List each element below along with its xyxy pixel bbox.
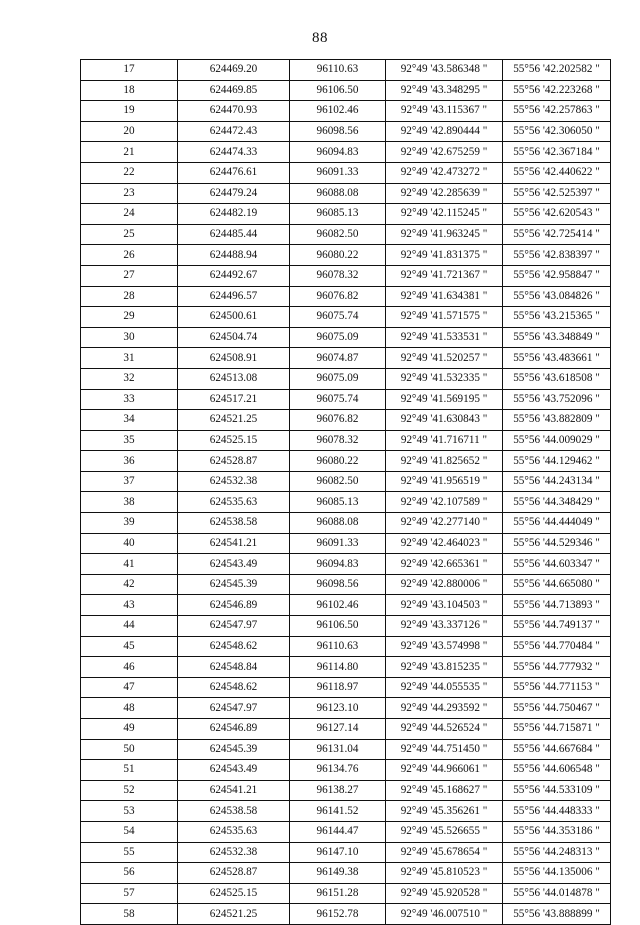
longitude-cell: 92°49 '43.574998 " <box>386 636 503 657</box>
point-number-cell: 55 <box>81 842 178 863</box>
y-coordinate-cell: 96094.83 <box>290 142 386 163</box>
table-row <box>81 698 611 719</box>
latitude-cell: 55°56 '44.667684 " <box>503 739 611 760</box>
x-coordinate-cell: 624548.62 <box>178 636 290 657</box>
longitude-cell: 92°49 '44.526524 " <box>386 719 503 740</box>
y-coordinate-cell: 96123.10 <box>290 698 386 719</box>
longitude-cell: 92°49 '45.168627 " <box>386 780 503 801</box>
table-row <box>81 368 611 389</box>
y-coordinate-cell: 96098.56 <box>290 574 386 595</box>
longitude-cell: 92°49 '42.277140 " <box>386 513 503 534</box>
x-coordinate-cell: 624535.63 <box>178 821 290 842</box>
point-number-cell: 39 <box>81 513 178 534</box>
y-coordinate-cell: 96102.46 <box>290 101 386 122</box>
y-coordinate-cell: 96091.33 <box>290 533 386 554</box>
x-coordinate-cell: 624545.39 <box>178 739 290 760</box>
y-coordinate-cell: 96144.47 <box>290 821 386 842</box>
y-coordinate-cell: 96075.09 <box>290 368 386 389</box>
point-number-cell: 29 <box>81 307 178 328</box>
point-number-cell: 25 <box>81 224 178 245</box>
y-coordinate-cell: 96091.33 <box>290 162 386 183</box>
longitude-cell: 92°49 '41.721367 " <box>386 265 503 286</box>
latitude-cell: 55°56 '44.348429 " <box>503 492 611 513</box>
latitude-cell: 55°56 '42.202582 " <box>503 60 611 81</box>
latitude-cell: 55°56 '43.215365 " <box>503 307 611 328</box>
longitude-cell: 92°49 '41.630843 " <box>386 410 503 431</box>
longitude-cell: 92°49 '42.675259 " <box>386 142 503 163</box>
latitude-cell: 55°56 '43.752096 " <box>503 389 611 410</box>
point-number-cell: 36 <box>81 451 178 472</box>
longitude-cell: 92°49 '44.055535 " <box>386 677 503 698</box>
x-coordinate-cell: 624476.61 <box>178 162 290 183</box>
y-coordinate-cell: 96075.09 <box>290 327 386 348</box>
longitude-cell: 92°49 '42.285639 " <box>386 183 503 204</box>
x-coordinate-cell: 624469.20 <box>178 60 290 81</box>
latitude-cell: 55°56 '43.888899 " <box>503 904 611 925</box>
table-row <box>81 286 611 307</box>
point-number-cell: 37 <box>81 471 178 492</box>
longitude-cell: 92°49 '42.880006 " <box>386 574 503 595</box>
latitude-cell: 55°56 '44.014878 " <box>503 883 611 904</box>
table-row <box>81 121 611 142</box>
x-coordinate-cell: 624521.25 <box>178 410 290 431</box>
latitude-cell: 55°56 '42.223268 " <box>503 80 611 101</box>
table-row <box>81 410 611 431</box>
table-row <box>81 451 611 472</box>
x-coordinate-cell: 624548.84 <box>178 657 290 678</box>
table-row <box>81 471 611 492</box>
longitude-cell: 92°49 '45.810523 " <box>386 863 503 884</box>
table-row <box>81 307 611 328</box>
point-number-cell: 41 <box>81 554 178 575</box>
latitude-cell: 55°56 '42.306050 " <box>503 121 611 142</box>
x-coordinate-cell: 624528.87 <box>178 451 290 472</box>
x-coordinate-cell: 624545.39 <box>178 574 290 595</box>
longitude-cell: 92°49 '43.104503 " <box>386 595 503 616</box>
longitude-cell: 92°49 '45.356261 " <box>386 801 503 822</box>
x-coordinate-cell: 624474.33 <box>178 142 290 163</box>
table-row <box>81 389 611 410</box>
point-number-cell: 28 <box>81 286 178 307</box>
y-coordinate-cell: 96078.32 <box>290 265 386 286</box>
x-coordinate-cell: 624528.87 <box>178 863 290 884</box>
point-number-cell: 57 <box>81 883 178 904</box>
point-number-cell: 45 <box>81 636 178 657</box>
point-number-cell: 48 <box>81 698 178 719</box>
longitude-cell: 92°49 '42.665361 " <box>386 554 503 575</box>
table-row <box>81 60 611 81</box>
latitude-cell: 55°56 '42.620543 " <box>503 204 611 225</box>
x-coordinate-cell: 624485.44 <box>178 224 290 245</box>
point-number-cell: 27 <box>81 265 178 286</box>
y-coordinate-cell: 96149.38 <box>290 863 386 884</box>
longitude-cell: 92°49 '41.716711 " <box>386 430 503 451</box>
latitude-cell: 55°56 '42.725414 " <box>503 224 611 245</box>
table-row <box>81 904 611 925</box>
point-number-cell: 52 <box>81 780 178 801</box>
point-number-cell: 21 <box>81 142 178 163</box>
x-coordinate-cell: 624508.91 <box>178 348 290 369</box>
x-coordinate-cell: 624513.08 <box>178 368 290 389</box>
latitude-cell: 55°56 '44.665080 " <box>503 574 611 595</box>
y-coordinate-cell: 96151.28 <box>290 883 386 904</box>
point-number-cell: 22 <box>81 162 178 183</box>
longitude-cell: 92°49 '43.115367 " <box>386 101 503 122</box>
point-number-cell: 58 <box>81 904 178 925</box>
longitude-cell: 92°49 '45.920528 " <box>386 883 503 904</box>
point-number-cell: 50 <box>81 739 178 760</box>
y-coordinate-cell: 96114.80 <box>290 657 386 678</box>
point-number-cell: 40 <box>81 533 178 554</box>
table-row <box>81 636 611 657</box>
x-coordinate-cell: 624488.94 <box>178 245 290 266</box>
x-coordinate-cell: 624548.62 <box>178 677 290 698</box>
x-coordinate-cell: 624525.15 <box>178 430 290 451</box>
y-coordinate-cell: 96082.50 <box>290 471 386 492</box>
latitude-cell: 55°56 '44.713893 " <box>503 595 611 616</box>
latitude-cell: 55°56 '42.440622 " <box>503 162 611 183</box>
table-row <box>81 801 611 822</box>
table-row <box>81 677 611 698</box>
table-row <box>81 595 611 616</box>
latitude-cell: 55°56 '43.483661 " <box>503 348 611 369</box>
latitude-cell: 55°56 '43.618508 " <box>503 368 611 389</box>
point-number-cell: 23 <box>81 183 178 204</box>
latitude-cell: 55°56 '44.603347 " <box>503 554 611 575</box>
point-number-cell: 19 <box>81 101 178 122</box>
latitude-cell: 55°56 '44.129462 " <box>503 451 611 472</box>
y-coordinate-cell: 96147.10 <box>290 842 386 863</box>
table-row <box>81 883 611 904</box>
longitude-cell: 92°49 '42.464023 " <box>386 533 503 554</box>
latitude-cell: 55°56 '43.348849 " <box>503 327 611 348</box>
y-coordinate-cell: 96152.78 <box>290 904 386 925</box>
point-number-cell: 38 <box>81 492 178 513</box>
x-coordinate-cell: 624547.97 <box>178 698 290 719</box>
x-coordinate-cell: 624538.58 <box>178 801 290 822</box>
latitude-cell: 55°56 '42.257863 " <box>503 101 611 122</box>
table-row <box>81 348 611 369</box>
longitude-cell: 92°49 '41.532335 " <box>386 368 503 389</box>
x-coordinate-cell: 624543.49 <box>178 554 290 575</box>
longitude-cell: 92°49 '41.569195 " <box>386 389 503 410</box>
y-coordinate-cell: 96088.08 <box>290 183 386 204</box>
latitude-cell: 55°56 '42.838397 " <box>503 245 611 266</box>
y-coordinate-cell: 96106.50 <box>290 616 386 637</box>
latitude-cell: 55°56 '42.958847 " <box>503 265 611 286</box>
y-coordinate-cell: 96118.97 <box>290 677 386 698</box>
x-coordinate-cell: 624546.89 <box>178 595 290 616</box>
longitude-cell: 92°49 '43.348295 " <box>386 80 503 101</box>
x-coordinate-cell: 624532.38 <box>178 471 290 492</box>
x-coordinate-cell: 624521.25 <box>178 904 290 925</box>
longitude-cell: 92°49 '41.963245 " <box>386 224 503 245</box>
y-coordinate-cell: 96074.87 <box>290 348 386 369</box>
point-number-cell: 34 <box>81 410 178 431</box>
table-row <box>81 204 611 225</box>
y-coordinate-cell: 96080.22 <box>290 451 386 472</box>
x-coordinate-cell: 624479.24 <box>178 183 290 204</box>
latitude-cell: 55°56 '44.529346 " <box>503 533 611 554</box>
y-coordinate-cell: 96106.50 <box>290 80 386 101</box>
latitude-cell: 55°56 '43.882809 " <box>503 410 611 431</box>
y-coordinate-cell: 96080.22 <box>290 245 386 266</box>
x-coordinate-cell: 624504.74 <box>178 327 290 348</box>
longitude-cell: 92°49 '45.678654 " <box>386 842 503 863</box>
longitude-cell: 92°49 '45.526655 " <box>386 821 503 842</box>
y-coordinate-cell: 96076.82 <box>290 410 386 431</box>
longitude-cell: 92°49 '42.890444 " <box>386 121 503 142</box>
y-coordinate-cell: 96141.52 <box>290 801 386 822</box>
table-row <box>81 183 611 204</box>
latitude-cell: 55°56 '44.243134 " <box>503 471 611 492</box>
latitude-cell: 55°56 '44.009029 " <box>503 430 611 451</box>
y-coordinate-cell: 96076.82 <box>290 286 386 307</box>
point-number-cell: 53 <box>81 801 178 822</box>
longitude-cell: 92°49 '41.571575 " <box>386 307 503 328</box>
table-row <box>81 245 611 266</box>
x-coordinate-cell: 624546.89 <box>178 719 290 740</box>
table-row <box>81 760 611 781</box>
point-number-cell: 44 <box>81 616 178 637</box>
longitude-cell: 92°49 '44.966061 " <box>386 760 503 781</box>
longitude-cell: 92°49 '41.634381 " <box>386 286 503 307</box>
table-row <box>81 616 611 637</box>
table-row <box>81 430 611 451</box>
longitude-cell: 92°49 '41.825652 " <box>386 451 503 472</box>
table-row <box>81 142 611 163</box>
latitude-cell: 55°56 '43.084826 " <box>503 286 611 307</box>
x-coordinate-cell: 624541.21 <box>178 533 290 554</box>
longitude-cell: 92°49 '44.751450 " <box>386 739 503 760</box>
table-row <box>81 224 611 245</box>
table-row <box>81 80 611 101</box>
point-number-cell: 32 <box>81 368 178 389</box>
latitude-cell: 55°56 '44.749137 " <box>503 616 611 637</box>
point-number-cell: 56 <box>81 863 178 884</box>
y-coordinate-cell: 96134.76 <box>290 760 386 781</box>
latitude-cell: 55°56 '44.777932 " <box>503 657 611 678</box>
x-coordinate-cell: 624538.58 <box>178 513 290 534</box>
latitude-cell: 55°56 '44.770484 " <box>503 636 611 657</box>
point-number-cell: 20 <box>81 121 178 142</box>
y-coordinate-cell: 96075.74 <box>290 389 386 410</box>
table-row <box>81 101 611 122</box>
point-number-cell: 49 <box>81 719 178 740</box>
longitude-cell: 92°49 '44.293592 " <box>386 698 503 719</box>
point-number-cell: 54 <box>81 821 178 842</box>
y-coordinate-cell: 96131.04 <box>290 739 386 760</box>
table-row <box>81 657 611 678</box>
longitude-cell: 92°49 '46.007510 " <box>386 904 503 925</box>
latitude-cell: 55°56 '44.606548 " <box>503 760 611 781</box>
x-coordinate-cell: 624470.93 <box>178 101 290 122</box>
table-row <box>81 492 611 513</box>
point-number-cell: 35 <box>81 430 178 451</box>
point-number-cell: 24 <box>81 204 178 225</box>
longitude-cell: 92°49 '42.473272 " <box>386 162 503 183</box>
y-coordinate-cell: 96098.56 <box>290 121 386 142</box>
x-coordinate-cell: 624472.43 <box>178 121 290 142</box>
x-coordinate-cell: 624492.67 <box>178 265 290 286</box>
latitude-cell: 55°56 '44.248313 " <box>503 842 611 863</box>
x-coordinate-cell: 624469.85 <box>178 80 290 101</box>
table-row <box>81 327 611 348</box>
x-coordinate-cell: 624535.63 <box>178 492 290 513</box>
latitude-cell: 55°56 '42.525397 " <box>503 183 611 204</box>
y-coordinate-cell: 96110.63 <box>290 636 386 657</box>
x-coordinate-cell: 624500.61 <box>178 307 290 328</box>
table-row <box>81 513 611 534</box>
y-coordinate-cell: 96110.63 <box>290 60 386 81</box>
latitude-cell: 55°56 '44.533109 " <box>503 780 611 801</box>
y-coordinate-cell: 96138.27 <box>290 780 386 801</box>
longitude-cell: 92°49 '41.533531 " <box>386 327 503 348</box>
x-coordinate-cell: 624525.15 <box>178 883 290 904</box>
x-coordinate-cell: 624541.21 <box>178 780 290 801</box>
y-coordinate-cell: 96078.32 <box>290 430 386 451</box>
y-coordinate-cell: 96088.08 <box>290 513 386 534</box>
y-coordinate-cell: 96102.46 <box>290 595 386 616</box>
point-number-cell: 26 <box>81 245 178 266</box>
y-coordinate-cell: 96082.50 <box>290 224 386 245</box>
latitude-cell: 55°56 '42.367184 " <box>503 142 611 163</box>
table-row <box>81 863 611 884</box>
latitude-cell: 55°56 '44.771153 " <box>503 677 611 698</box>
longitude-cell: 92°49 '42.107589 " <box>386 492 503 513</box>
latitude-cell: 55°56 '44.353186 " <box>503 821 611 842</box>
page-number: 88 <box>312 30 328 46</box>
table-row <box>81 739 611 760</box>
point-number-cell: 46 <box>81 657 178 678</box>
point-number-cell: 47 <box>81 677 178 698</box>
latitude-cell: 55°56 '44.448333 " <box>503 801 611 822</box>
longitude-cell: 92°49 '43.586348 " <box>386 60 503 81</box>
point-number-cell: 43 <box>81 595 178 616</box>
y-coordinate-cell: 96075.74 <box>290 307 386 328</box>
longitude-cell: 92°49 '41.831375 " <box>386 245 503 266</box>
longitude-cell: 92°49 '43.815235 " <box>386 657 503 678</box>
y-coordinate-cell: 96085.13 <box>290 492 386 513</box>
latitude-cell: 55°56 '44.750467 " <box>503 698 611 719</box>
point-number-cell: 33 <box>81 389 178 410</box>
longitude-cell: 92°49 '41.956519 " <box>386 471 503 492</box>
x-coordinate-cell: 624517.21 <box>178 389 290 410</box>
table-row <box>81 842 611 863</box>
table-row <box>81 554 611 575</box>
y-coordinate-cell: 96094.83 <box>290 554 386 575</box>
coordinates-table <box>80 59 611 925</box>
point-number-cell: 31 <box>81 348 178 369</box>
longitude-cell: 92°49 '41.520257 " <box>386 348 503 369</box>
x-coordinate-cell: 624547.97 <box>178 616 290 637</box>
table-row <box>81 533 611 554</box>
x-coordinate-cell: 624482.19 <box>178 204 290 225</box>
table-row <box>81 780 611 801</box>
latitude-cell: 55°56 '44.135006 " <box>503 863 611 884</box>
point-number-cell: 51 <box>81 760 178 781</box>
point-number-cell: 17 <box>81 60 178 81</box>
table-row <box>81 821 611 842</box>
point-number-cell: 42 <box>81 574 178 595</box>
point-number-cell: 30 <box>81 327 178 348</box>
coordinates-table-body <box>81 60 611 925</box>
table-row <box>81 162 611 183</box>
longitude-cell: 92°49 '42.115245 " <box>386 204 503 225</box>
table-row <box>81 719 611 740</box>
latitude-cell: 55°56 '44.715871 " <box>503 719 611 740</box>
latitude-cell: 55°56 '44.444049 " <box>503 513 611 534</box>
table-row <box>81 265 611 286</box>
point-number-cell: 18 <box>81 80 178 101</box>
y-coordinate-cell: 96127.14 <box>290 719 386 740</box>
table-row <box>81 574 611 595</box>
longitude-cell: 92°49 '43.337126 " <box>386 616 503 637</box>
x-coordinate-cell: 624496.57 <box>178 286 290 307</box>
x-coordinate-cell: 624543.49 <box>178 760 290 781</box>
y-coordinate-cell: 96085.13 <box>290 204 386 225</box>
x-coordinate-cell: 624532.38 <box>178 842 290 863</box>
